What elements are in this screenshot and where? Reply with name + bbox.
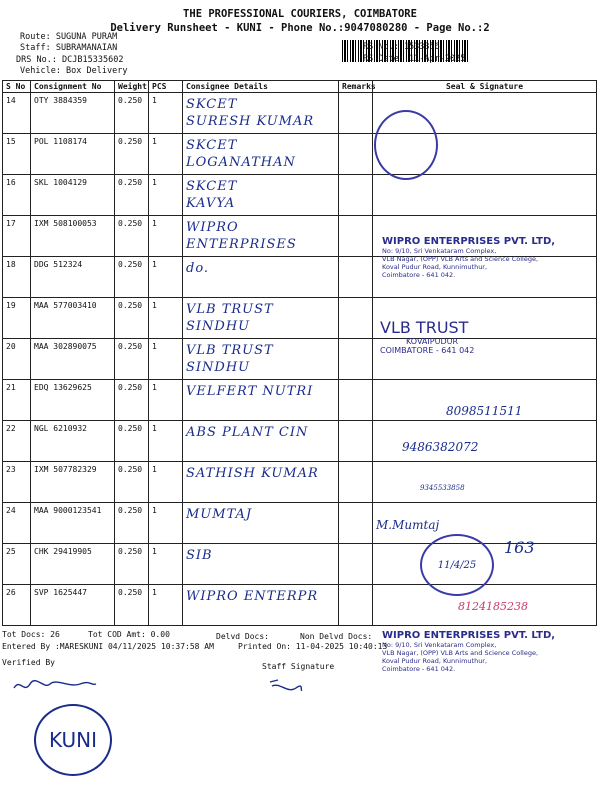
row-consignee [183, 175, 339, 216]
row-weight: 0.250 [115, 298, 149, 339]
printed-on: Printed On: 11-04-2025 10:40:13 [238, 642, 388, 651]
row-consignment: IXM 508100053 [31, 216, 115, 257]
row-pcs: 1 [149, 585, 183, 626]
row-consignment: IXM 507782329 [31, 462, 115, 503]
phone-26: 8124185238 [458, 600, 528, 613]
staff-signature: Staff Signature [262, 662, 335, 671]
signature-24: M.Mumtaj [376, 518, 440, 532]
rs-no: RS No.: 1533356 [363, 42, 440, 52]
row-weight: 0.250 [115, 462, 149, 503]
row-weight: 0.250 [115, 216, 149, 257]
entered-by: Entered By :MARESKUNI 04/11/2025 10:37:58 AM [2, 642, 214, 651]
table-row [3, 462, 597, 503]
consignee-line: ABS PLANT CIN [186, 425, 309, 440]
row-sno: 18 [3, 257, 31, 298]
row-sno: 22 [3, 421, 31, 462]
phone-23: 9345533858 [420, 484, 465, 492]
row-consignee [183, 134, 339, 175]
row-remarks [339, 380, 373, 421]
wipro-2-line3: VLB Nagar, (OPP) VLB Arts and Science College, [382, 649, 539, 657]
staff-signature-mark [266, 676, 306, 698]
row-sno: 20 [3, 339, 31, 380]
row-remarks [339, 339, 373, 380]
row-consignment: SVP 1625447 [31, 585, 115, 626]
consignee-line: MUMTAJ [186, 507, 253, 522]
row-weight: 0.250 [115, 134, 149, 175]
table-row [3, 298, 597, 339]
row-weight: 0.250 [115, 585, 149, 626]
row-consignee [183, 421, 339, 462]
col-remarks: Remarks [339, 81, 373, 93]
row-consignment: MAA 577003410 [31, 298, 115, 339]
row-consignee [183, 462, 339, 503]
row-sno: 23 [3, 462, 31, 503]
wipro-2-line2: No: 9/10, Sri Venkataram Complex, [382, 641, 497, 649]
row-consignee [183, 93, 339, 134]
col-sno: S No [3, 81, 31, 93]
row-sno: 26 [3, 585, 31, 626]
row-consignment: MAA 302890075 [31, 339, 115, 380]
row-consignment: POL 1108174 [31, 134, 115, 175]
row-consignee [183, 380, 339, 421]
row-pcs: 1 [149, 462, 183, 503]
row-sno: 25 [3, 544, 31, 585]
wipro-stamp-2 [382, 630, 555, 673]
vlb-line2: KOVAIPUDUR [406, 337, 459, 346]
row-weight: 0.250 [115, 380, 149, 421]
table-row [3, 339, 597, 380]
verified-signature [10, 676, 100, 696]
table-row [3, 134, 597, 175]
row-seal [373, 462, 597, 503]
consignee-line: SKCET [186, 179, 238, 194]
table-header-row [3, 81, 597, 93]
row-remarks [339, 216, 373, 257]
wipro-stamp-1 [382, 236, 555, 279]
row-consignee [183, 339, 339, 380]
remark-25: 163 [504, 538, 535, 557]
row-weight: 0.250 [115, 257, 149, 298]
row-weight: 0.250 [115, 93, 149, 134]
row-weight: 0.250 [115, 503, 149, 544]
row-sno: 17 [3, 216, 31, 257]
row-pcs: 1 [149, 298, 183, 339]
staff: Staff: SUBRAMANAIAN [20, 43, 118, 53]
row-consignment: MAA 9000123541 [31, 503, 115, 544]
consignee-line: VELFERT NUTRI [186, 384, 314, 399]
consignee-line: VLB TRUST [186, 302, 274, 317]
rs-date: RS Date: 11-Apr-2025 [363, 54, 466, 64]
runsheet-title: Delivery Runsheet - KUNI - Phone No.:9047080280 - Page No.:2 [110, 22, 490, 34]
row-consignment: CHK 29419905 [31, 544, 115, 585]
row-remarks [339, 134, 373, 175]
row-remarks [339, 503, 373, 544]
consignee-line: KAVYA [186, 196, 236, 211]
row-weight: 0.250 [115, 544, 149, 585]
consignee-line: SKCET [186, 97, 238, 112]
row-remarks [339, 298, 373, 339]
row-consignment: OTY 3884359 [31, 93, 115, 134]
consignee-line: SURESH KUMAR [186, 114, 315, 129]
wipro-1-line5: Coimbatore - 641 042. [382, 271, 456, 279]
row-remarks [339, 175, 373, 216]
kuni-stamp: KUNI [34, 704, 112, 776]
consignee-line: SINDHU [186, 319, 251, 334]
date-seal-text: 11/4/25 [437, 559, 477, 571]
table-row [3, 421, 597, 462]
phone-21: 8098511511 [446, 404, 523, 418]
row-consignment: NGL 6210932 [31, 421, 115, 462]
vlb-line1: VLB TRUST [380, 318, 469, 337]
row-remarks [339, 544, 373, 585]
row-remarks [339, 257, 373, 298]
row-pcs: 1 [149, 257, 183, 298]
consignee-line: SIB [186, 548, 213, 563]
row-remarks [339, 421, 373, 462]
row-pcs: 1 [149, 544, 183, 585]
total-docs: Tot Docs: 26 [2, 630, 60, 639]
row-remarks [339, 93, 373, 134]
row-pcs: 1 [149, 503, 183, 544]
row-pcs: 1 [149, 216, 183, 257]
row-consignee [183, 544, 339, 585]
drs-no: DRS No.: DCJB15335602 [16, 55, 124, 65]
wipro-1-line4: Koval Pudur Road, Kunnimuthur, [382, 263, 488, 271]
wipro-2-line4: Koval Pudur Road, Kunnimuthur, [382, 657, 488, 665]
row-consignee [183, 257, 339, 298]
row-consignee [183, 585, 339, 626]
col-pcs: PCS [149, 81, 183, 93]
row-pcs: 1 [149, 339, 183, 380]
col-consignment: Consignment No [31, 81, 115, 93]
row-sno: 21 [3, 380, 31, 421]
wipro-1-line1: WIPRO ENTERPRISES PVT. LTD, [382, 236, 556, 247]
row-consignee [183, 503, 339, 544]
row-pcs: 1 [149, 134, 183, 175]
row-weight: 0.250 [115, 339, 149, 380]
table-row [3, 175, 597, 216]
col-seal: Seal & Signature [373, 81, 597, 93]
date-seal [420, 534, 494, 596]
vlb-line3: COIMBATORE - 641 042 [380, 346, 475, 355]
wipro-2-line5: Coimbatore - 641 042. [382, 665, 456, 673]
consignee-line: SKCET [186, 138, 238, 153]
row-pcs: 1 [149, 175, 183, 216]
table-row [3, 93, 597, 134]
total-cod: Tot COD Amt: 0.00 [88, 630, 170, 639]
consignee-line: WIPRO ENTERPRISES [186, 220, 297, 252]
row-consignee [183, 216, 339, 257]
wipro-1-line2: No: 9/10, Sri Venkataram Complex, [382, 247, 497, 255]
route: Route: SUGUNA PURAM [20, 32, 118, 42]
consignee-line: do. [186, 261, 210, 276]
row-sno: 15 [3, 134, 31, 175]
row-sno: 14 [3, 93, 31, 134]
row-sno: 16 [3, 175, 31, 216]
consignee-line: VLB TRUST [186, 343, 274, 358]
delvd-docs: Delvd Docs: [216, 632, 269, 641]
vehicle: Vehicle: Box Delivery [20, 66, 128, 76]
col-weight: Weight [115, 81, 149, 93]
consignee-line: LOGANATHAN [186, 155, 296, 170]
phone-22: 9486382072 [402, 440, 479, 454]
wipro-2-line1: WIPRO ENTERPRISES PVT. LTD, [382, 630, 556, 641]
row-weight: 0.250 [115, 175, 149, 216]
row-consignment: EDQ 13629625 [31, 380, 115, 421]
row-consignee [183, 298, 339, 339]
row-pcs: 1 [149, 93, 183, 134]
college-seal [374, 110, 438, 180]
row-weight: 0.250 [115, 421, 149, 462]
row-remarks [339, 462, 373, 503]
row-sno: 24 [3, 503, 31, 544]
row-pcs: 1 [149, 380, 183, 421]
row-consignment: DDG 512324 [31, 257, 115, 298]
col-consignee: Consignee Details [183, 81, 339, 93]
row-consignment: SKL 1004129 [31, 175, 115, 216]
row-remarks [339, 585, 373, 626]
non-delvd-docs: Non Delvd Docs: [300, 632, 373, 641]
consignee-line: SINDHU [186, 360, 251, 375]
vlb-stamp [380, 318, 474, 355]
row-sno: 19 [3, 298, 31, 339]
company-title: THE PROFESSIONAL COURIERS, COIMBATORE [183, 8, 417, 20]
consignee-line: SATHISH KUMAR [186, 466, 319, 481]
row-pcs: 1 [149, 421, 183, 462]
consignee-line: WIPRO ENTERPR [186, 589, 319, 604]
wipro-1-line3: VLB Nagar, (OPP) VLB Arts and Science College, [382, 255, 539, 263]
verified-by: Verified By [2, 658, 55, 667]
row-seal [373, 175, 597, 216]
